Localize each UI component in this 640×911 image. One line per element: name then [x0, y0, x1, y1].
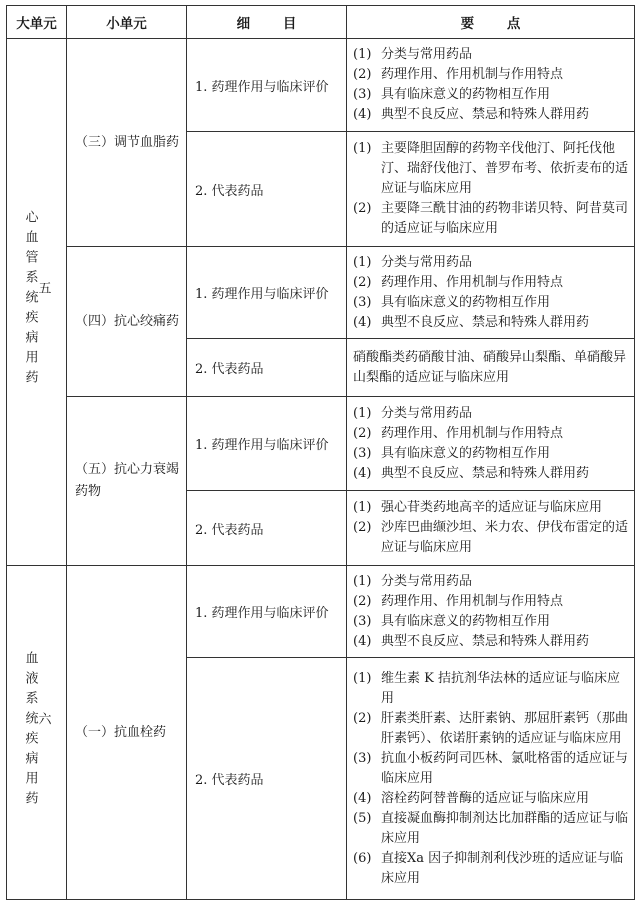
header-minor-unit: 小单元 [67, 6, 187, 39]
detail-item: 2. 代表药品 [187, 339, 347, 397]
key-points [347, 397, 635, 491]
list-item: (1) 分类与常用药品 [353, 405, 473, 421]
major-unit-number: 五 [35, 281, 51, 301]
minor-unit: （一）抗血栓药 [67, 566, 187, 900]
list-item: (2) 药理作用、作用机制与作用特点 [353, 593, 564, 609]
header-row [7, 6, 635, 39]
detail-item: 1. 药理作用与临床评价 [187, 397, 347, 491]
major-unit-6 [7, 566, 67, 900]
table-row [7, 566, 635, 658]
key-points [347, 566, 635, 658]
key-points [347, 658, 635, 900]
list-item: (4) 溶栓药阿替普酶的适应证与临床应用 [353, 790, 590, 806]
list-item: (2) 药理作用、作用机制与作用特点 [353, 425, 564, 441]
list-item: (3) 具有临床意义的药物相互作用 [353, 613, 551, 629]
key-points-text: 硝酸酯类药硝酸甘油、硝酸异山梨酯、单硝酸异山梨酯的适应证与临床应用 [353, 349, 627, 385]
list-item: (4) 典型不良反应、禁忌和特殊人群用药 [353, 465, 590, 481]
minor-unit: （三）调节血脂药 [67, 39, 187, 247]
list-item: (3) 具有临床意义的药物相互作用 [353, 87, 551, 102]
syllabus-table [6, 5, 635, 900]
list-item: (5) 直接凝血酶抑制剂达比加群酯的适应证与临床应用 [353, 810, 629, 846]
table-row [7, 397, 635, 491]
list-item: (3) 抗血小板药阿司匹林、氯吡格雷的适应证与临床应用 [353, 750, 629, 786]
list-item: (1) 主要降胆固醇的药物辛伐他汀、阿托伐他汀、瑞舒伐他汀、普罗布考、依折麦布的适应证与临床应用 [353, 141, 629, 196]
list-item: (2) 肝素类肝素、达肝素钠、那屈肝素钙（那曲肝素钙）、依诺肝素钠的适应证与临床应用 [353, 710, 629, 746]
detail-item: 2. 代表药品 [187, 132, 347, 247]
detail-item: 2. 代表药品 [187, 658, 347, 900]
list-item: (2) 沙库巴曲缬沙坦、米力农、伊伐布雷定的适应证与临床应用 [353, 520, 629, 555]
list-item: (1) 分类与常用药品 [353, 573, 473, 589]
list-item: (4) 典型不良反应、禁忌和特殊人群用药 [353, 107, 590, 122]
major-unit-5 [7, 39, 67, 566]
detail-item: 2. 代表药品 [187, 491, 347, 566]
list-item: (2) 药理作用、作用机制与作用特点 [353, 67, 564, 82]
list-item: (1) 分类与常用药品 [353, 47, 473, 62]
detail-item: 1. 药理作用与临床评价 [187, 39, 347, 132]
list-item: (1) 分类与常用药品 [353, 254, 473, 270]
minor-unit: （五）抗心力衰竭药物 [67, 397, 187, 566]
list-item: (1) 强心苷类药地高辛的适应证与临床应用 [353, 500, 603, 515]
list-item: (3) 具有临床意义的药物相互作用 [353, 294, 551, 310]
detail-item: 1. 药理作用与临床评价 [187, 566, 347, 658]
major-unit-title: 心血管系统疾病用药 [22, 210, 38, 390]
key-points [347, 491, 635, 566]
list-item: (3) 具有临床意义的药物相互作用 [353, 445, 551, 461]
key-points [347, 339, 635, 397]
major-unit-number: 六 [35, 711, 51, 732]
header-key-points: 要 点 [347, 6, 635, 39]
key-points [347, 247, 635, 339]
list-item: (6) 直接Xa 因子抑制剂利伐沙班的适应证与临床应用 [353, 850, 624, 886]
list-item: (4) 典型不良反应、禁忌和特殊人群用药 [353, 633, 590, 649]
list-item: (4) 典型不良反应、禁忌和特殊人群用药 [353, 314, 590, 330]
header-major-unit: 大单元 [7, 6, 67, 39]
key-points [347, 39, 635, 132]
list-item: (2) 主要降三酰甘油的药物非诺贝特、阿昔莫司的适应证与临床应用 [353, 201, 629, 236]
table-row [7, 247, 635, 339]
minor-unit: （四）抗心绞痛药 [67, 247, 187, 397]
table-row [7, 39, 635, 132]
detail-item: 1. 药理作用与临床评价 [187, 247, 347, 339]
header-detail: 细 目 [187, 6, 347, 39]
major-unit-title: 血液系统疾病用药 [22, 650, 38, 811]
key-points [347, 132, 635, 247]
list-item: (1) 维生素 K 拮抗剂华法林的适应证与临床应用 [353, 670, 620, 706]
list-item: (2) 药理作用、作用机制与作用特点 [353, 274, 564, 290]
